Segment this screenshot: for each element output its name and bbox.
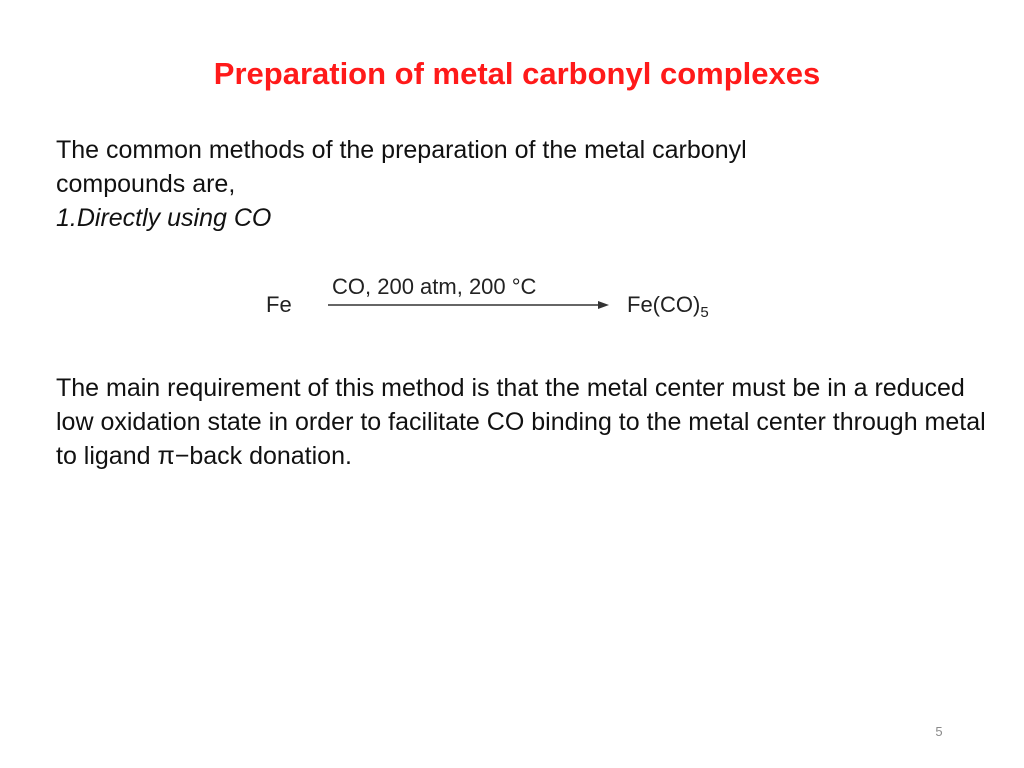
reaction-arrow-icon [328, 298, 610, 312]
requirement-paragraph: The main requirement of this method is that the metal center must be in a reduced low oxidation state in order to facilitate CO binding to the metal center through metal to ligand π−back donation. [56, 374, 986, 470]
product-formula: Fe(CO) [627, 292, 701, 317]
method-1-label: 1.Directly using CO [56, 204, 272, 232]
intro-line-1: The common methods of the preparation of the metal carbonyl [56, 136, 747, 164]
page-number: 5 [935, 724, 943, 739]
intro-paragraph [56, 133, 936, 235]
reaction-equation [266, 274, 736, 324]
product-subscript: 5 [700, 304, 709, 321]
reactant: Fe [266, 292, 292, 317]
intro-line-2: compounds are, [56, 170, 236, 198]
reaction-conditions: CO, 200 atm, 200 °C [332, 274, 537, 299]
product [627, 292, 709, 321]
slide-title: Preparation of metal carbonyl complexes [213, 56, 821, 91]
